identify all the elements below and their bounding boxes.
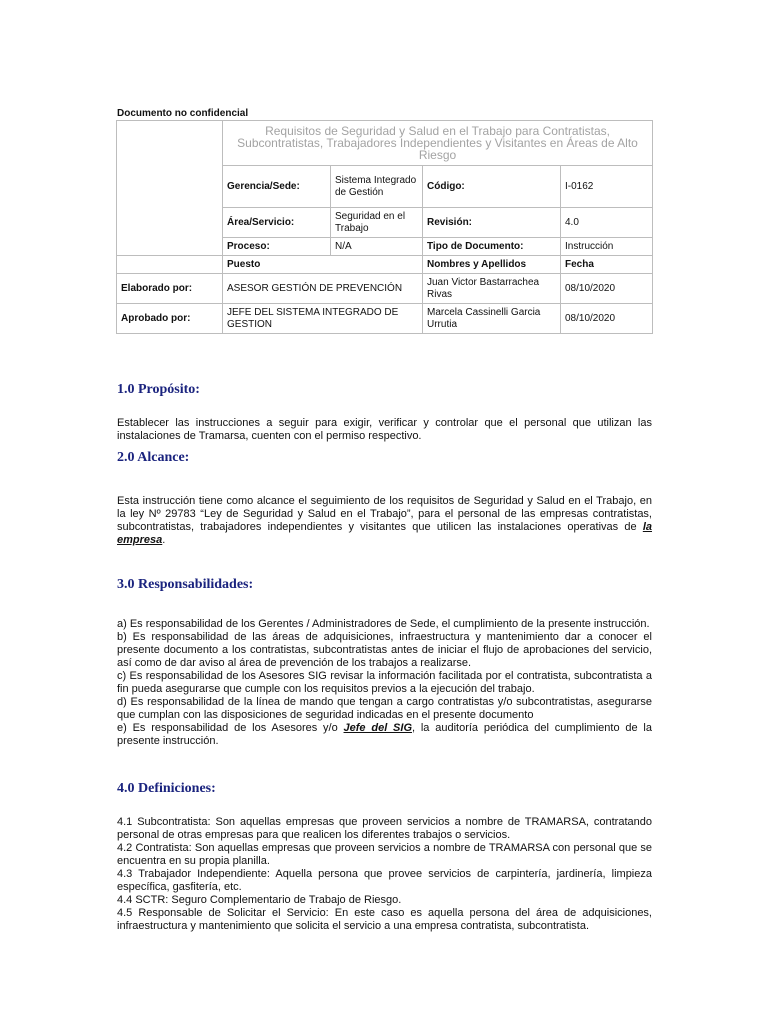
gerencia-label: Gerencia/Sede: [223, 166, 331, 208]
section-text-alcance [117, 495, 652, 547]
aprobado-fecha: 08/10/2020 [561, 304, 653, 334]
responsabilidad-d: d) Es responsabilidad de la línea de mando que tengan a cargo contratistas y/o subcontratistas, asegurarse que cumplan con las disposiciones de seguridad indicadas en el presente documento [117, 696, 652, 721]
section-title-proposito: 1.0 Propósito: [117, 382, 200, 397]
document-header-table [116, 120, 653, 334]
col-header-puesto: Puesto [223, 256, 423, 274]
section-text-definiciones [117, 816, 652, 933]
gerencia-value: Sistema Integrado de Gestión [331, 166, 423, 208]
col-header-fecha: Fecha [561, 256, 653, 274]
codigo-label: Código: [423, 166, 561, 208]
alcance-text-end: . [162, 534, 166, 546]
section-title-alcance: 2.0 Alcance: [117, 450, 190, 465]
definicion-4-5: 4.5 Responsable de Solicitar el Servicio: En este caso es aquella persona del área de adquisiciones, infraestructura y mantenimiento que solicita el servicio a una empresa contratista, subcontratista. [117, 907, 652, 932]
responsabilidad-a: a) Es responsabilidad de los Gerentes / Administradores de Sede, el cumplimiento de la presente instrucción. [117, 618, 650, 630]
empty-cell [117, 256, 223, 274]
tipo-documento-label: Tipo de Documento: [423, 238, 561, 256]
responsabilidad-e [117, 722, 652, 748]
responsabilidad-e-emphasis: Jefe del SIG [343, 722, 412, 734]
alcance-emphasis: la empresa [117, 521, 652, 546]
aprobado-nombre: Marcela Cassinelli Garcia Urrutia [423, 304, 561, 334]
section-text-proposito: Establecer las instrucciones a seguir para exigir, verificar y controlar que el personal que utilizan las instalaciones de Tramarsa, cuenten con el permiso respectivo. [117, 417, 652, 442]
elaborado-puesto: ASESOR GESTIÓN DE PREVENCIÓN [223, 274, 423, 304]
proceso-value: N/A [331, 238, 423, 256]
section-text-responsabilidades [117, 618, 652, 748]
section-title-definiciones: 4.0 Definiciones: [117, 781, 216, 796]
area-value: Seguridad en el Trabajo [331, 208, 423, 238]
definicion-4-1: 4.1 Subcontratista: Son aquellas empresas que proveen servicios a nombre de TRAMARSA, contratando personal de otras empresas para que realicen los diferentes trabajos o servicios. [117, 816, 652, 841]
definicion-4-2: 4.2 Contratista: Son aquellas empresas que proveen servicios a nombre de TRAMARSA con personal que se encuentra en su propia planilla. [117, 842, 652, 867]
alcance-text: Esta instrucción tiene como alcance el seguimiento de los requisitos de Seguridad y Salud en el Trabajo, en la ley Nº 29783 “Ley de Seguridad y Salud en el Trabajo”, para el personal de las empresas contratistas, subcontratistas, trabajadores independientes y visitantes que utilicen las instalaciones operativas de [117, 495, 652, 533]
responsabilidad-c: c) Es responsabilidad de los Asesores SIG revisar la información facilitada por el contratista, subcontratista a fin pueda asegurarse que cumple con los requisitos previos a la ejecución del trabajo. [117, 670, 652, 695]
elaborado-fecha: 08/10/2020 [561, 274, 653, 304]
aprobado-label: Aprobado por: [117, 304, 223, 334]
confidentiality-label: Documento no confidencial [117, 108, 249, 119]
revision-label: Revisión: [423, 208, 561, 238]
responsabilidad-e-text-end: , la auditoría periódica del cumplimiento de la presente instrucción. [117, 722, 652, 747]
section-title-responsabilidades: 3.0 Responsabilidades: [117, 577, 254, 592]
proceso-label: Proceso: [223, 238, 331, 256]
definicion-4-4: 4.4 SCTR: Seguro Complementario de Trabajo de Riesgo. [117, 894, 402, 906]
tipo-documento-value: Instrucción [561, 238, 653, 256]
elaborado-label: Elaborado por: [117, 274, 223, 304]
responsabilidad-e-text: e) Es responsabilidad de los Asesores y/o [117, 722, 344, 734]
revision-value: 4.0 [561, 208, 653, 238]
codigo-value: I-0162 [561, 166, 653, 208]
elaborado-nombre: Juan Victor Bastarrachea Rivas [423, 274, 561, 304]
responsabilidad-b: b) Es responsabilidad de las áreas de adquisiciones, infraestructura y mantenimiento dar a conocer el presente documento a los contratistas, subcontratistas antes de iniciar el flujo de aprobaciones del servicio, así como de dar aviso al área de prevención de los trabajos a realizarse. [117, 631, 652, 669]
logo-area [117, 121, 223, 256]
aprobado-puesto: JEFE DEL SISTEMA INTEGRADO DE GESTION [223, 304, 423, 334]
document-title: Requisitos de Seguridad y Salud en el Trabajo para Contratistas, Subcontratistas, Trabajadores Independientes y Visitantes en Áreas de Alto Riesgo [223, 121, 653, 166]
definicion-4-3: 4.3 Trabajador Independiente: Aquella persona que provee servicios de carpintería, jardinería, limpieza específica, gasfitería, etc. [117, 868, 652, 893]
col-header-nombres: Nombres y Apellidos [423, 256, 561, 274]
area-label: Área/Servicio: [223, 208, 331, 238]
